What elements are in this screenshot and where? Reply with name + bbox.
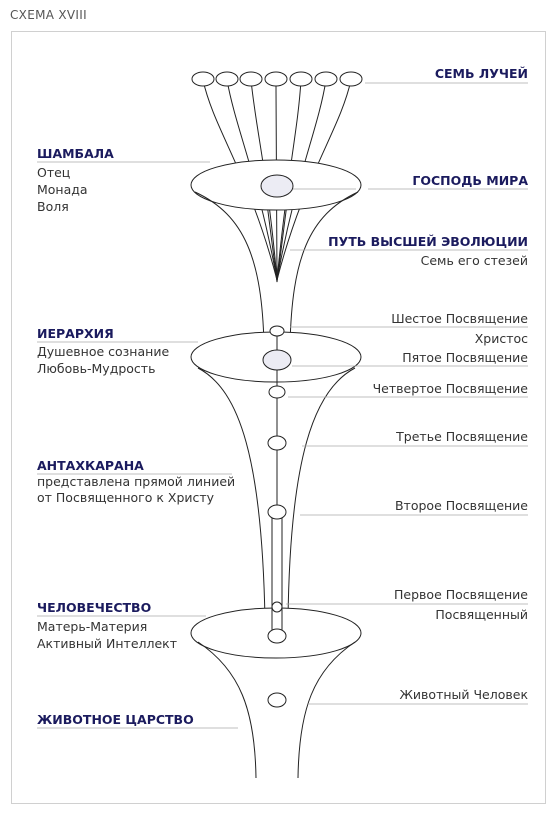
sixth-initiation-label: Шестое Посвящение <box>391 311 528 326</box>
hierarchy-heading: ИЕРАРХИЯ <box>37 326 114 341</box>
hierarchy-line-2: Любовь-Мудрость <box>37 361 156 376</box>
antahkarana-heading: АНТАХКАРАНА <box>37 458 144 473</box>
ray-oval-4 <box>265 72 287 86</box>
lord-of-world-oval <box>261 175 293 197</box>
ray-oval-1 <box>192 72 214 86</box>
hierarchy-line-1: Душевное сознание <box>37 344 170 359</box>
hierarchy-label-group <box>37 326 169 376</box>
lord-of-world-label: ГОСПОДЬ МИРА <box>412 173 528 188</box>
scheme-title: СХЕМА XVIII <box>10 8 87 22</box>
ray-oval-3 <box>240 72 262 86</box>
first-initiation-oval <box>272 602 282 612</box>
animal-man-label: Животный Человек <box>399 687 528 702</box>
christ-label: Христос <box>474 331 528 346</box>
seven-paths-label: Семь его стезей <box>420 253 528 268</box>
humanity-line-1: Матерь-Материя <box>37 619 148 634</box>
shambala-funnel <box>191 160 361 345</box>
first-initiation-label: Первое Посвящение <box>394 587 528 602</box>
fifth-initiation-label: Пятое Посвящение <box>402 350 528 365</box>
antahkarana-line-2: от Посвященного к Христу <box>37 490 215 505</box>
humanity-label-group <box>37 600 177 651</box>
fifth-initiation-oval <box>263 350 291 370</box>
sixth-initiation-oval <box>270 326 284 336</box>
second-initiation-label: Второе Посвящение <box>394 498 528 513</box>
shambala-line-2: Монада <box>37 182 88 197</box>
humanity-heading: ЧЕЛОВЕЧЕСТВО <box>37 600 152 615</box>
ray-oval-2 <box>216 72 238 86</box>
shambala-heading: ШАМБАЛА <box>37 146 114 161</box>
humanity-line-2: Активный Интеллект <box>37 636 178 651</box>
seven-ray-ovals <box>192 72 362 86</box>
ray-oval-6 <box>315 72 337 86</box>
antahkarana-label-group <box>37 458 235 505</box>
ray-oval-7 <box>340 72 362 86</box>
animal-man-oval <box>268 693 286 707</box>
shambala-line-1: Отец <box>37 165 71 180</box>
fourth-initiation-oval <box>269 386 285 398</box>
second-initiation-oval <box>268 505 286 519</box>
shambala-line-3: Воля <box>37 199 69 214</box>
antahkarana-line-1: представлена прямой линией <box>37 474 236 489</box>
third-initiation-label: Третье Посвящение <box>396 429 528 444</box>
shambala-label-group <box>37 146 114 214</box>
initiate-oval <box>268 629 286 643</box>
third-initiation-oval <box>268 436 286 450</box>
animal-kingdom-heading: ЖИВОТНОЕ ЦАРСТВО <box>37 712 194 727</box>
higher-evolution-label: ПУТЬ ВЫСШЕЙ ЭВОЛЮЦИИ <box>328 234 528 249</box>
fourth-initiation-label: Четвертое Посвящение <box>372 381 528 396</box>
initiate-label: Посвященный <box>435 607 528 622</box>
seven-rays-label: СЕМЬ ЛУЧЕЙ <box>434 66 528 81</box>
ray-oval-5 <box>290 72 312 86</box>
